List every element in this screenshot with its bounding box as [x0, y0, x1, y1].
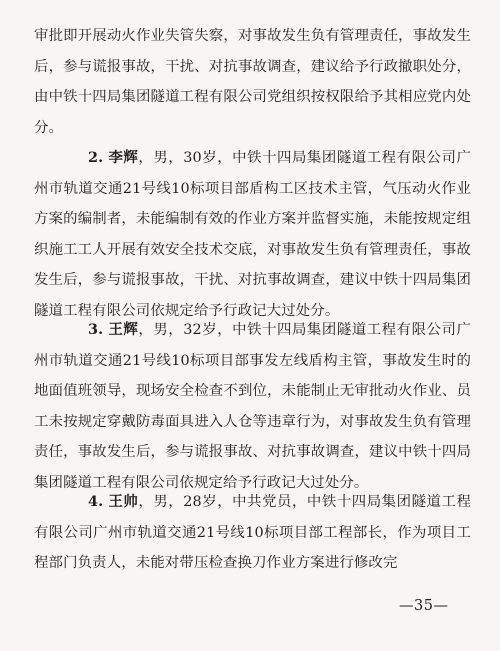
paragraph-text: ，男，32岁，中铁十四局集团隧道工程有限公司广州市轨道交通21号线10标项目部事发左线盾构主管，事故发生时的地面值班领导，现场安全检查不到位，未能制止无审批动火作业、员工未按规定穿戴防毒面具进入人仓等违章行为，对事故发生负有管理责任，事故发生后，参与谎报事故、对抗事故调查，建议中铁十四局集团隧道工程有限公司依规定给予行政记大过处分。 — [34, 322, 471, 491]
paragraph-text: ，男，30岁，中铁十四局集团隧道工程有限公司广州市轨道交通21号线10标项目部盾构工区技术主管，气压动火作业方案的编制者，未能编制有效的作业方案并监督实施，未能按规定组织施工工人开展有效安全技术交底，对事故发生负有管理责任，事故发生后，参与谎报事故，干扰、对抗事故调查，建议中铁十四局集团隧道工程有限公司依规定给予行政记大过处分。 — [34, 150, 471, 319]
paragraph-text: 审批即开展动火作业失管失察，对事故发生负有管理责任，事故发生后，参与谎报事故，干扰、对抗事故调查，建议给予行政撤职处分，由中铁十四局集团隧道工程有限公司党组织按权限给予其相应党内处分。 — [34, 28, 471, 136]
person-name: 王帅 — [108, 493, 139, 510]
person-name: 王辉 — [108, 321, 139, 338]
paragraph-item-4 — [34, 487, 471, 579]
person-name: 李辉 — [108, 149, 139, 166]
paragraph-continuation — [34, 21, 471, 143]
item-number: 4. — [88, 493, 104, 510]
item-number: 2. — [88, 149, 104, 166]
item-number: 3. — [88, 321, 104, 338]
paragraph-text: ，男，28岁，中共党员，中铁十四局集团隧道工程有限公司广州市轨道交通21号线10标项目部工程部长，作为项目工程部门负责人，未能对带压检查换刀作业方案进行修改完 — [34, 494, 471, 572]
paragraph-item-2 — [34, 143, 471, 327]
paragraph-item-3 — [34, 315, 471, 499]
page-number: —35— — [399, 598, 449, 614]
